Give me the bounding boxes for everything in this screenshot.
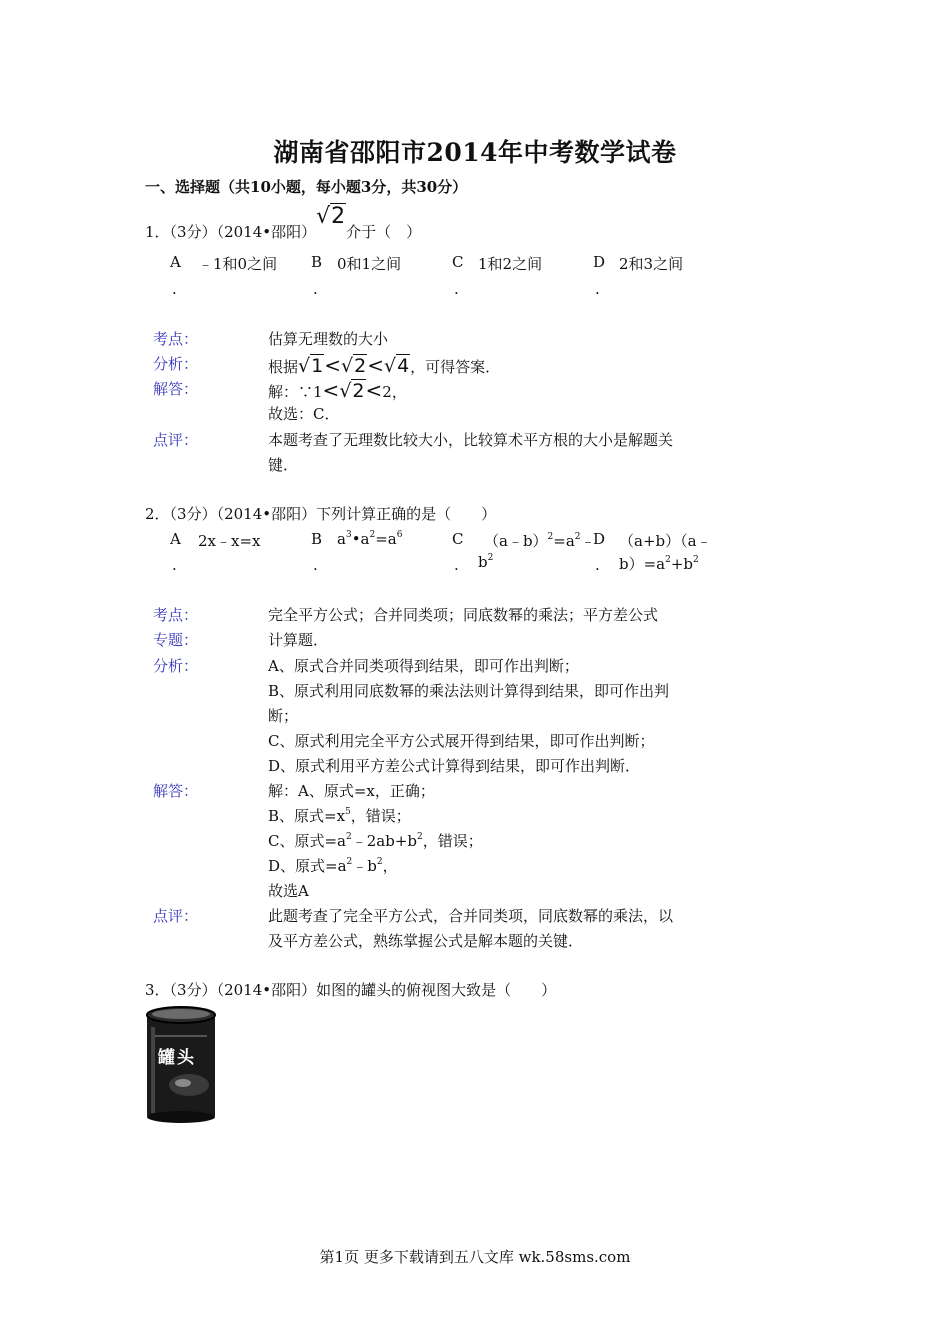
- q1-fenxi-text: 根据√1<√2<√4，可得答案．: [268, 353, 501, 377]
- q1-option-b-letter: B: [311, 253, 323, 271]
- q1-option-a-text: ﹣1和0之间: [198, 255, 278, 273]
- q1-option-a-dot: .: [172, 280, 177, 298]
- question-1-prefix: 1．（3分）（2014•邵阳）: [145, 223, 317, 241]
- q2-fenxi-line1: A、原式合并同类项得到结果，即可作出判断；: [268, 657, 579, 675]
- q1-option-c-text: 1和2之间: [478, 255, 543, 273]
- q2-option-b-letter: B: [311, 530, 323, 548]
- q2-option-a-letter: A: [170, 530, 181, 548]
- q2-kaodian-label: 考点：: [153, 606, 199, 624]
- q1-option-c-dot: .: [454, 280, 459, 298]
- q1-jieda-line2: 故选：C．: [268, 405, 340, 423]
- q1-jieda-label: 解答：: [153, 380, 199, 398]
- q1-dianping-label: 点评：: [153, 431, 199, 449]
- question-1-suffix: 介于（ ）: [346, 223, 422, 241]
- q1-dianping-line2: 键．: [268, 456, 299, 474]
- can-image: [143, 1005, 219, 1125]
- q2-jieda-line1: 解：A、原式=x，正确；: [268, 782, 435, 800]
- q2-option-d-dot: .: [595, 556, 600, 574]
- q1-fenxi-label: 分析：: [153, 355, 199, 373]
- question-3-stem: 3．（3分）（2014•邵阳）如图的罐头的俯视图大致是（ ）: [145, 981, 557, 999]
- q2-option-d-letter: D: [593, 530, 606, 548]
- can-label: 罐头: [158, 1048, 196, 1068]
- q2-option-b-dot: .: [313, 556, 318, 574]
- q2-jieda-line3: C、原式$=a^2﹣2ab+b^2$，错误；: [268, 832, 483, 850]
- sqrt-2-radical: √2: [316, 204, 346, 229]
- q1-option-d-text: 2和3之间: [619, 255, 684, 273]
- q2-dianping-line2: 及平方差公式，熟练掌握公式是解本题的关键．: [268, 932, 584, 950]
- q2-option-d-text-cont: $b)=a^2+b^2$: [619, 555, 699, 573]
- q2-option-a-text: 2x﹣x=x: [198, 532, 261, 550]
- q2-option-c-text: $(a﹣b)^2=a^2﹣$: [484, 532, 596, 550]
- q2-dianping-label: 点评：: [153, 907, 199, 925]
- section-heading: 一、选择题（共10小题，每小题3分，共30分）: [145, 178, 468, 196]
- q1-option-b-text: 0和1之间: [337, 255, 402, 273]
- q2-dianping-line1: 此题考查了完全平方公式，合并同类项，同底数幂的乘法，以: [268, 907, 674, 925]
- q2-jieda-line4: D、原式$=a^2﹣b^2$，: [268, 857, 398, 875]
- q1-jieda-text: 解：∵1<√2<2，: [268, 378, 407, 402]
- q2-fenxi-line4: C、原式利用完全平方公式展开得到结果，即可作出判断；: [268, 732, 655, 750]
- q1-option-b-dot: .: [313, 280, 318, 298]
- q1-dianping-line1: 本题考查了无理数比较大小，比较算术平方根的大小是解题关: [268, 431, 674, 449]
- q2-jieda-line2: B、原式$=x^5$，错误；: [268, 807, 411, 825]
- q2-option-a-dot: .: [172, 556, 177, 574]
- q2-zhuanti-label: 专题：: [153, 631, 199, 649]
- q2-fenxi-line5: D、原式利用平方差公式计算得到结果，即可作出判断．: [268, 757, 641, 775]
- q1-option-d-dot: .: [595, 280, 600, 298]
- q2-option-b-text: $a^3•a^2=a^6$: [337, 530, 403, 548]
- page-title: 湖南省邵阳市2014年中考数学试卷: [273, 138, 677, 167]
- q2-option-c-dot: .: [454, 556, 459, 574]
- q1-option-a-letter: A: [170, 253, 181, 271]
- question-1-stem: [145, 204, 422, 243]
- q2-kaodian-text: 完全平方公式；合并同类项；同底数幂的乘法；平方差公式: [268, 606, 659, 624]
- q1-option-d-letter: D: [593, 253, 606, 271]
- q2-option-c-text-cont: $b^2$: [478, 553, 494, 571]
- q1-option-c-letter: C: [452, 253, 464, 271]
- q2-fenxi-line3: 断；: [268, 707, 299, 725]
- q2-zhuanti-text: 计算题．: [268, 631, 329, 649]
- q1-kaodian-label: 考点：: [153, 330, 199, 348]
- q2-fenxi-line2: B、原式利用同底数幂的乘法法则计算得到结果，即可作出判: [268, 682, 670, 700]
- q2-fenxi-label: 分析：: [153, 657, 199, 675]
- q2-option-c-letter: C: [452, 530, 464, 548]
- question-2-stem: 2．（3分）（2014•邵阳）下列计算正确的是（ ）: [145, 505, 497, 523]
- q2-jieda-line5: 故选A: [268, 882, 309, 900]
- page-footer: 第1页 更多下载请到五八文库 wk.58sms.com: [319, 1248, 631, 1266]
- q2-jieda-label: 解答：: [153, 782, 199, 800]
- q2-option-d-text: （a+b）（a﹣: [619, 532, 712, 550]
- q1-kaodian-text: 估算无理数的大小: [268, 330, 389, 348]
